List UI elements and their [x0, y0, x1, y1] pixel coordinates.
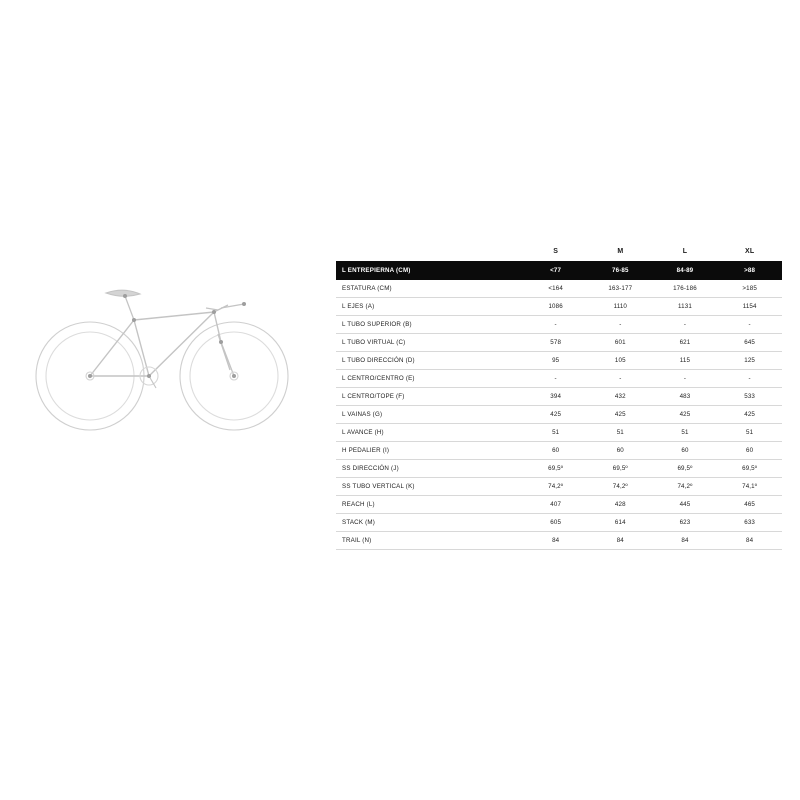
cell-s: 1086 — [523, 298, 588, 316]
cell-s: 394 — [523, 388, 588, 406]
bicycle-line-art — [18, 268, 308, 448]
cell-s: <77 — [523, 262, 588, 280]
row-label: L VAINAS (G) — [336, 406, 523, 424]
cell-m: 60 — [588, 442, 653, 460]
cell-l: 1131 — [653, 298, 718, 316]
cell-m: 105 — [588, 352, 653, 370]
table-row — [336, 334, 782, 352]
geometry-table-wrapper — [336, 244, 782, 550]
cell-l: 69,5º — [653, 460, 718, 478]
row-label: L TUBO VIRTUAL (C) — [336, 334, 523, 352]
cell-xl: - — [717, 316, 782, 334]
cell-l: - — [653, 316, 718, 334]
cell-xl: 465 — [717, 496, 782, 514]
cell-xl: 1154 — [717, 298, 782, 316]
cell-xl: 69,5º — [717, 460, 782, 478]
cell-m: 614 — [588, 514, 653, 532]
cell-s: 425 — [523, 406, 588, 424]
cell-m: - — [588, 316, 653, 334]
row-label: SS DIRECCIÓN (J) — [336, 460, 523, 478]
cell-l: 425 — [653, 406, 718, 424]
cell-xl: 125 — [717, 352, 782, 370]
cell-l: 483 — [653, 388, 718, 406]
cell-s: <164 — [523, 280, 588, 298]
cell-l: 176-186 — [653, 280, 718, 298]
table-row — [336, 460, 782, 478]
table-row — [336, 424, 782, 442]
frame-tubes — [90, 312, 221, 376]
cell-m: 601 — [588, 334, 653, 352]
cell-s: 407 — [523, 496, 588, 514]
cell-s: 69,5º — [523, 460, 588, 478]
table-row — [336, 352, 782, 370]
table-row — [336, 532, 782, 550]
cell-xl: - — [717, 370, 782, 388]
row-label: REACH (L) — [336, 496, 523, 514]
row-label: L TUBO SUPERIOR (B) — [336, 316, 523, 334]
cell-xl: 633 — [717, 514, 782, 532]
crank-arm — [149, 376, 156, 388]
cell-xl: 533 — [717, 388, 782, 406]
cell-m: 428 — [588, 496, 653, 514]
cell-s: 605 — [523, 514, 588, 532]
row-label: L CENTRO/TOPE (F) — [336, 388, 523, 406]
cell-s: - — [523, 316, 588, 334]
table-row — [336, 442, 782, 460]
cell-l: 621 — [653, 334, 718, 352]
row-label: H PEDALIER (I) — [336, 442, 523, 460]
table-row — [336, 406, 782, 424]
cell-l: 445 — [653, 496, 718, 514]
cell-l: 51 — [653, 424, 718, 442]
cell-l: 115 — [653, 352, 718, 370]
row-label: STACK (M) — [336, 514, 523, 532]
cell-s: 95 — [523, 352, 588, 370]
cell-l: 623 — [653, 514, 718, 532]
table-row — [336, 262, 782, 280]
cell-s: - — [523, 370, 588, 388]
cell-m: 432 — [588, 388, 653, 406]
row-label: SS TUBO VERTICAL (K) — [336, 478, 523, 496]
row-label: TRAIL (N) — [336, 532, 523, 550]
table-row — [336, 496, 782, 514]
table-row — [336, 478, 782, 496]
handlebar — [206, 304, 244, 312]
cell-m: 69,5º — [588, 460, 653, 478]
cell-m: - — [588, 370, 653, 388]
geometry-table — [336, 244, 782, 550]
cell-m: 74,2º — [588, 478, 653, 496]
cell-s: 60 — [523, 442, 588, 460]
table-row — [336, 316, 782, 334]
row-label: L EJES (A) — [336, 298, 523, 316]
cell-s: 51 — [523, 424, 588, 442]
cell-m: 51 — [588, 424, 653, 442]
cell-l: 84 — [653, 532, 718, 550]
row-label: L CENTRO/CENTRO (E) — [336, 370, 523, 388]
saddle — [106, 290, 140, 296]
table-row — [336, 370, 782, 388]
cell-xl: 645 — [717, 334, 782, 352]
cell-m: 163-177 — [588, 280, 653, 298]
column-header-s: S — [553, 248, 559, 255]
column-header-label — [336, 244, 523, 262]
row-label: L TUBO DIRECCIÓN (D) — [336, 352, 523, 370]
cell-s: 84 — [523, 532, 588, 550]
table-row — [336, 514, 782, 532]
table-row — [336, 298, 782, 316]
row-label: ESTATURA (CM) — [336, 280, 523, 298]
cell-xl: 84 — [717, 532, 782, 550]
table-header — [336, 244, 782, 262]
cell-xl: 60 — [717, 442, 782, 460]
cell-xl: 74,1º — [717, 478, 782, 496]
bicycle-geometry-diagram — [18, 268, 308, 448]
cell-xl: >88 — [717, 262, 782, 280]
cell-l: 60 — [653, 442, 718, 460]
cell-m: 84 — [588, 532, 653, 550]
cell-l: - — [653, 370, 718, 388]
cell-xl: 425 — [717, 406, 782, 424]
column-header-m: M — [617, 248, 624, 255]
cell-l: 74,2º — [653, 478, 718, 496]
table-row — [336, 388, 782, 406]
column-header-l: L — [682, 248, 688, 255]
cell-m: 76-85 — [588, 262, 653, 280]
cell-xl: >185 — [717, 280, 782, 298]
cell-xl: 51 — [717, 424, 782, 442]
cell-s: 74,2º — [523, 478, 588, 496]
row-label: L ENTREPIERNA (CM) — [336, 262, 523, 280]
table-header-row — [336, 244, 782, 262]
measurement-nodes — [88, 294, 246, 378]
cell-s: 578 — [523, 334, 588, 352]
cell-l: 84-89 — [653, 262, 718, 280]
row-label: L AVANCE (H) — [336, 424, 523, 442]
table-row — [336, 280, 782, 298]
table-body — [336, 262, 782, 550]
seatpost — [125, 296, 134, 320]
cell-m: 1110 — [588, 298, 653, 316]
cell-m: 425 — [588, 406, 653, 424]
column-header-xl: XL — [745, 248, 755, 255]
